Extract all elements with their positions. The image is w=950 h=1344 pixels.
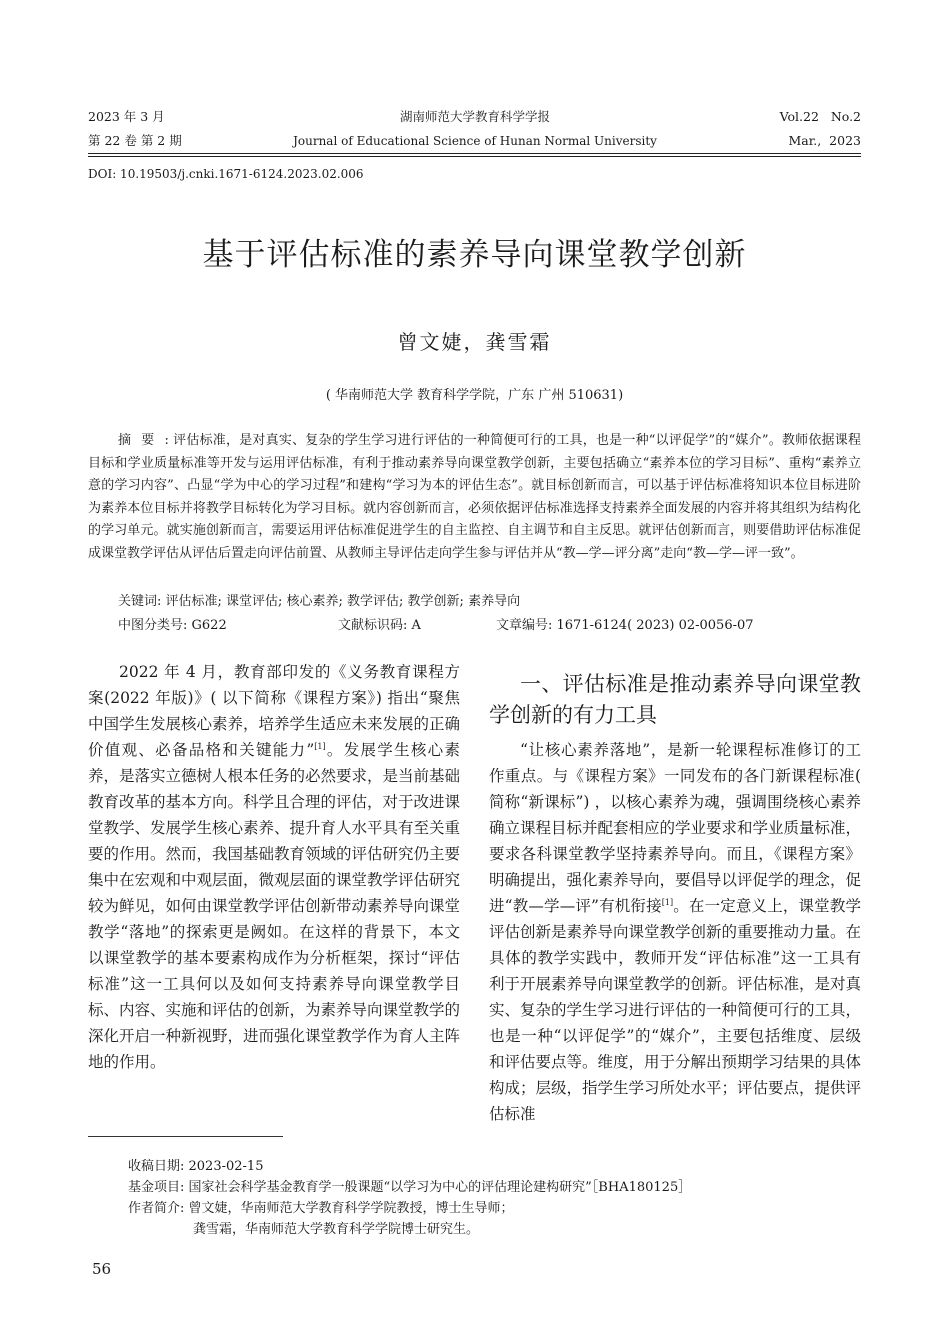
right-column xyxy=(489,669,861,1127)
document-code: 文献标识码: A xyxy=(338,618,421,633)
abstract-text: : 评估标准，是对真实、复杂的学生学习进行评估的一种简便可行的工具，也是一种“以评促学”的“媒介”。教师依据课程目标和学业质量标准等开发与运用评估标准，有利于推动素养导向课堂教学创新，主要包括确立“素养本位的学习目标”、重构“素养立意的学习内容”、凸显“学为中心的学习过程”和建构“学习为本的评估生态”。就目标创新而言，可以基于评估标准将知识本位目标进阶为素养本位目标并将教学目标转化为学习目标。就内容创新而言，必须依据评估标准选择支持素养全面发展的内容并将其组织为结构化的学习单元。就实施创新而言，需要运用评估标准促进学生的自主监控、自主调节和自主反思。就评估创新而言，则要借助评估标准促成课堂教学评估从评估后置走向评估前置、从教师主导评估走向学生参与评估并从“教—学—评分离”走向“教—学—评一致”。 xyxy=(88,433,861,561)
keywords: 关键词: 评估标准; 课堂评估; 核心素养; 教学评估; 教学创新; 素养导向 xyxy=(118,594,521,609)
section-heading: 一、评估标准是推动素养导向课堂教学创新的有力工具 xyxy=(489,672,861,727)
page-title: 基于评估标准的素养导向课堂教学创新 xyxy=(202,236,747,273)
header-journal-cn: 湖南师范大学教育科学学报 xyxy=(399,109,550,124)
citation-ref[interactable]: [1] xyxy=(661,897,674,907)
page-number: 56 xyxy=(92,1260,112,1278)
header-journal-en: Journal of Educational Science of Hunan Normal University xyxy=(293,134,657,148)
header-rule-top xyxy=(88,153,861,154)
footnote-received: 收稿日期: 2023-02-15 xyxy=(128,1159,264,1174)
authors: 曾文婕，龚雪霜 xyxy=(397,330,552,354)
header-date: 2023 年 3 月 xyxy=(88,109,165,124)
footnote-author2: 龚雪霜，华南师范大学教育科学学院博士研究生。 xyxy=(193,1222,480,1237)
abstract-label: 摘要 xyxy=(118,433,165,448)
header-month: Mar., 2023 xyxy=(788,133,861,148)
section-text-a: “让核心素养落地”，是新一轮课程标准修订的工作重点。与《课程方案》一同发布的各门新课程标准( 简称“新课标”) ，以核心素养为魂，强调围绕核心素养确立课程目标并配套相应的学业要求和学业质量标准，要求各科课堂教学坚持素养导向。而且，《课程方案》明确提出，强化素养导向，要倡导以评促学的理念，促进“教—学—评”有机衔接 xyxy=(489,741,862,915)
affiliation: ( 华南师范大学 教育科学学院，广东 广州 510631) xyxy=(325,388,624,403)
footnote-author1: 作者简介: 曾文婕，华南师范大学教育科学学院教授，博士生导师； xyxy=(128,1201,514,1216)
article-number: 文章编号: 1671-6124( 2023) 02-0056-07 xyxy=(496,618,754,633)
clc-number: 中图分类号: G622 xyxy=(118,618,227,633)
footnote-fund: 基金项目: 国家社会科学基金教育学一般课题“以学习为中心的评估理论建构研究”［BHA180125］ xyxy=(128,1180,692,1195)
citation-ref[interactable]: [1] xyxy=(314,741,326,751)
header-vol-no: Vol.22 No.2 xyxy=(779,109,861,124)
intro-text-b: 。发展学生核心素养，是落实立德树人根本任务的必然要求，是当前基础教育改革的基本方向。科学且合理的评估，对于改进课堂教学、发展学生核心素养、提升育人水平具有至关重要的作用。然而，我国基础教育领域的评估研究仍主要集中在宏观和中观层面，微观层面的课堂教学评估研究较为鲜见，如何由课堂教学评估创新带动素养导向课堂教学“落地”的探索更是阙如。在这样的背景下，本文以课堂教学的基本要素构成作为分析框架，探讨“评估标准”这一工具何以及如何支持素养导向课堂教学目标、内容、实施和评估的创新，为素养导向课堂教学的深化开启一种新视野，进而强化课堂教学作为育人主阵地的作用。 xyxy=(88,741,461,1071)
section-paragraph xyxy=(489,737,861,1127)
header-rule-bottom xyxy=(88,156,861,157)
section-text-b: 。在一定意义上，课堂教学评估创新是素养导向课堂教学创新的重要推动力量。在具体的教学实践中，教师开发“评估标准”这一工具有利于开展素养导向课堂教学的创新。评估标准，是对真实、复杂的学生学习进行评估的一种简便可行的工具，也是一种“以评促学”的“媒介”，主要包括维度、层级和评估要点等。维度，用于分解出预期学习结果的具体构成；层级，指学生学习所处水平；评估要点，提供评估标准 xyxy=(489,897,862,1123)
intro-paragraph xyxy=(88,659,460,1075)
abstract xyxy=(88,430,861,565)
header-volume: 第 22 卷 第 2 期 xyxy=(88,133,182,148)
intro-text-a: 2022 年 4 月，教育部印发的《义务教育课程方案(2022 年版)》( 以下简称《课程方案》) 指出“聚焦中国学生发展核心素养，培养学生适应未来发展的正确价值观、必备品格和关键能力” xyxy=(88,663,461,759)
left-column xyxy=(88,659,460,1075)
doi: DOI: 10.19503/j.cnki.1671-6124.2023.02.006 xyxy=(88,167,364,181)
footnote-rule xyxy=(88,1136,283,1137)
